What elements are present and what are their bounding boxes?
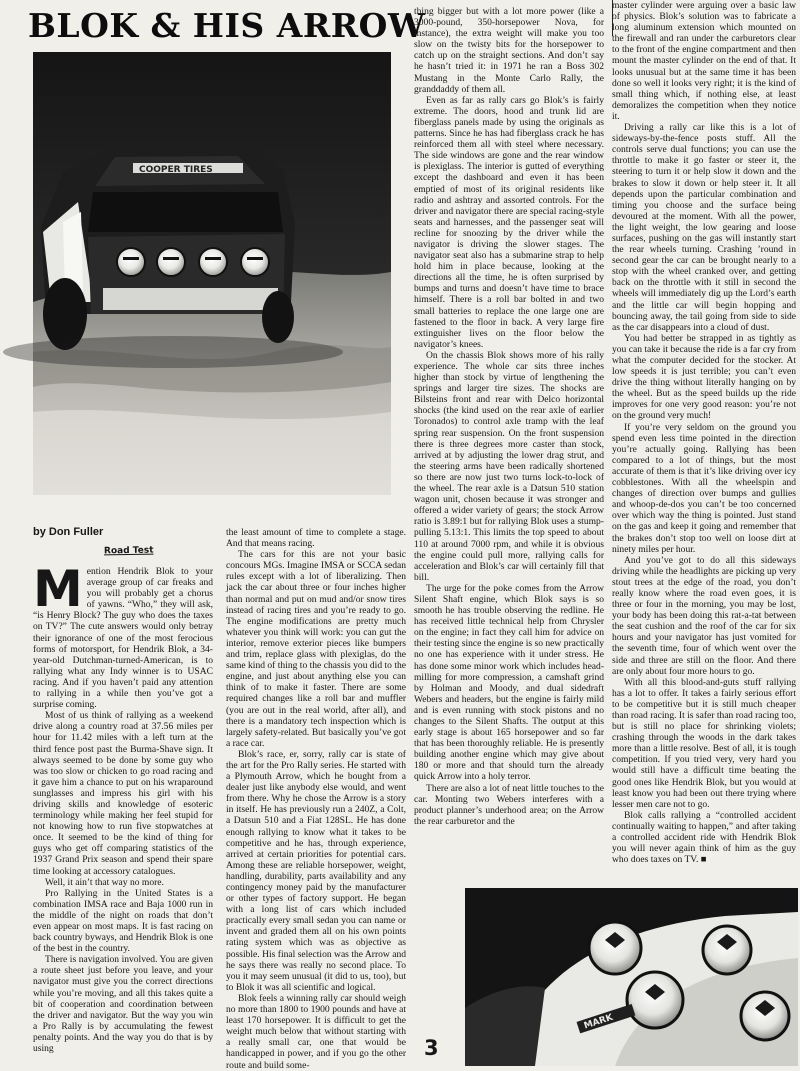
body-paragraph: The cars for this are not your basic concours MGs. Imagine IMSA or SCCA sedan rules except with a lot of liberalizing. Then jack the car about three or four inches higher than normal and put on mud and/or snow tires instead of racing tires and you’re ready to go. The engine modifications are pretty much whatever you think will work: you can gut the interior, remove exterior pieces like bumpers and trim, replace glass with plexiglas, do the same kind of thing to the chassis you did to the engine, and just about anything else you can think of to make it faster. There are some required changes like a roll bar and muffler (you are out in the real world, after all), and there is a mandatory tech inspection which is largely safety-related. But basically you’ve got a race car. <box>226 549 406 749</box>
article-column-2 <box>226 527 406 1071</box>
body-paragraph: The urge for the poke comes from the Arrow Silent Shaft engine, which Blok says is so smooth he has trouble observing the redline. He has received little technical help from Chrysler on the engine; in fact they call him for advice on their testing since the engine is so new practically no one has experience with it under stress. He has done some minor work which includes head-milling for more compression, a camshaft grind by Holman and Moody, and dual sidedraft Webers and headers, but the engine is fairly mild and is even running with stock pistons and no changes to the Silent Shafts. The output at this early stage is about 165 horsepower and so far that has been thoroughly reliable. He is presently building another engine which may give about 180 or more and that should turn the already quick Arrow into a holy terror. <box>414 582 604 783</box>
article-column-3 <box>414 6 604 846</box>
body-paragraph: Blok’s race, er, sorry, rally car is state of the art for the Pro Rally series. He started with a Plymouth Arrow, which he bought from a dealer just like anybody else would, and went from there. Why he chose the Arrow is a story in itself. He has previously run a 240Z, a Colt, a Datsun 510 and a Fiat 128SL. He has done enough rallying to know what it takes to be competitive and he has, through experience, arrived at certain priorities for potential cars. Among these are reliable horsepower, weight, handling, durability, parts availability and any contingency money paid by the manufacturer or other types of factory support. He began with a long list of cars which included practically every small sedan you can name or invent and graded them all on his own points rating system which was as objective as possible. His final selection was the Arrow and he says there was really no second place. To you it may seem unusual (it did to us, too), but to Blok it was all scientific and logical. <box>226 748 406 993</box>
article-column-4 <box>612 0 796 876</box>
body-paragraph: And you’ve got to do all this sideways driving while the headlights are picking up very stout trees at the edge of the road, you don’t really know where the road even goes, it is three or four in the morning, you may be lost, your body has been doing this rat-a-tat between the seat cushion and the roof of the car for six hours and your navigator has just vomited for the seventh time, four of which went over the side and three are still on the floor. And there are only about four more hours to go. <box>612 554 796 677</box>
body-paragraph: There is navigation involved. You are given a route sheet just before you leave, and your navigator must give you the correct directions while you’re moving, and all this takes quite a bit of cooperation and coordination between the driver and navigator. But the way you win a Pro Rally is by accumulating the fewest penalty points. And the way you do that is by using <box>33 954 213 1055</box>
body-paragraph: master cylinder were arguing over a basic law of physics. Blok’s solution was to fabricate a long aluminum extension which mounted on the firewall and ran under the carburetors clear to the front of the engine compartment and then mount the master cylinder on the end of that. It looks unusual but at the same time it has been done so well it looks very right; it is the kind of small thing which, if nothing else, at least demoralizes the competition when they notice it. <box>612 0 796 122</box>
body-paragraph: You had better be strapped in as tightly as you can take it because the ride is a far cry from what the computer decided for the stocker. At low speeds it is just terrible; you can’t even drive the thing without literally hanging on by the wheel. But as the speed builds up the ride improves for one very good reason: you’re not on the ground very much! <box>612 332 796 422</box>
body-paragraph: thing bigger but with a lot more power (like a 3000-pound, 350-horsepower Nova, for instance), the extra weight will make you too slow on the twisty bits for the horsepower to catch up on the straight sections. And don’t say he hasn’t tried it: in 1971 he ran a Boss 302 Mustang in the Monte Carlo Rally, the granddaddy of them all. <box>414 6 604 95</box>
body-paragraph: There are also a lot of neat little touches to the car. Monting two Webers interferes with a product planner’s underhood area; on the Arrow the rear carburetor and the <box>414 782 604 827</box>
body-paragraph: With all this blood-and-guts stuff rallying has a lot to offer. It takes a fairly serious effort to be competitive but it is still much cheaper than road racing. It is safer than road racing too, but is still no place for shrinking violets; crashing through the woods in the dark takes more than a little resolve. Best of all, it is tough competition. If you tried very, very hard you would still have a difficult time beating the good ones like Hendrik Blok, but you would at least know you had been out there trying where lesser men care not to go. <box>612 676 796 810</box>
body-paragraph: Pro Rallying in the United States is a combination IMSA race and Baja 1000 run in the middle of the night on roads that don’t even appear on most maps. It is fast racing on back country byways, and Hendrik Blok is one of the best in the country. <box>33 887 213 955</box>
article-column-1 <box>33 560 213 1062</box>
page-number: 3 <box>424 1036 439 1060</box>
rally-car-detail-photo-image <box>465 888 798 1066</box>
byline: by Don Fuller <box>33 526 104 538</box>
lead-paragraph <box>33 560 213 711</box>
car-panel-lettering: MARK <box>582 1012 615 1032</box>
drop-cap: M <box>33 560 83 618</box>
body-paragraph: Even as far as rally cars go Blok’s is fairly extreme. The doors, hood and trunk lid are fiberglass panels made by using the originals as patterns. Since he has had fiberglass crack he has reinforced them all with steel where necessary. The side windows are gone and the rear window is plexiglass. The interior is gutted of everything except the dashboard and even it has been emptied of most of its original residents like radio and ashtray and assorted controls. For the driver and navigator there are special racing-style seats and harnesses, and the passenger seat will recline for snoozing by the driver while the navigator is driving the slower stages. The navigator seat also has a submarine strap to help hold him in place because, looking at the directions all the time, he is often surprised by bumps and turns and doesn’t have time to brace himself. There is a roll bar bolted in and two small batteries to replace the one large one are fastened to the floor in back. A very large fire extinguisher lives on the floor below the navigator’s knees. <box>414 94 604 350</box>
rally-car-photo-image <box>33 52 391 495</box>
body-paragraph: Blok feels a winning rally car should weigh no more than 1800 to 1900 pounds and have at least 170 horsepower. It is difficult to get the weight much below that without starting with a really small car, one that would be handicapped in power, and if you go the other route and build some- <box>226 992 406 1071</box>
body-paragraph: Driving a rally car like this is a lot of sideways-by-the-fence posts stuff. All the controls serve dual functions; you can use the throttle to make it go faster or steer it, the steering to turn it or help slow it down and the brakes to slow it down or help steer it. It all depends upon the particular combination and timing you choose and the surface being devoured at the moment. With all the power, the light weight, the low gearing and loose surfaces, pushing on the gas will instantly start the rear wheels turning. Crashing ’round in second gear the car can be brought nearly to a stop with the wheel cranked over, and getting back on the throttle with it still in second the wheels will immediately dig up the Lord’s earth and the little car will begin hopping and bouncing away, the tail going from side to side as the car disappears into a cloud of dust. <box>612 122 796 333</box>
rally-car-photo <box>33 52 391 495</box>
article-title: BLOK & HIS ARROW <box>28 6 426 45</box>
body-paragraph: Well, it ain’t that way no more. <box>45 876 164 888</box>
rally-car-detail-photo <box>465 888 798 1066</box>
car-windshield-lettering: COOPER TIRES <box>139 165 213 175</box>
body-paragraph: the least amount of time to complete a stage. And that means racing. <box>226 527 406 550</box>
lead-paragraph-text: ention Hendrik Blok to your average group of car freaks and you will probably get a chorus of yawns. “Who,” they will ask, “is Henry Block? The guy who does the taxes on TV?” The cute answers would only betray their ignorance of one of the most ferocious forms of motorsport, for Hendrik Blok, a 34-year-old Dutchman-turned-American, is to rallying what any Indy winner is to USAC racing. And if you haven’t paid any attention to rallying in a while then you’ve got a surprise coming. <box>33 566 213 711</box>
body-paragraph: Most of us think of rallying as a weekend drive along a country road at 37.56 miles per hour for 11.42 miles with a left turn at the third fence post past the Burma-Shave sign. It always seemed to be done by some guy who was too slow or chicken to go road racing and it gave him a chance to put on his wraparound sunglasses and impress his girl with his driving skills and knowledge of esoteric terminology while making her feel stupid for not knowing how to run five stopwatches at once. It seemed to be the kind of thing for guys who get off comparing statistics of the 1937 Grand Prix season and spend their spare time looking at accessory catalogues. <box>33 710 213 877</box>
body-paragraph: Blok calls rallying a “controlled accident continually waiting to happen,” and after taking a controlled accident ride with Hendrik Blok you will never again think of him as the guy who does taxes on TV. ■ <box>612 809 796 866</box>
body-paragraph: On the chassis Blok shows more of his rally experience. The whole car sits three inches higher than stock by virtue of lengthening the springs and larger tire sizes. The shocks are Bilsteins front and rear with Delco horizontal shocks (the kind used on the rear axle of earlier Toronados) to control axle tramp with the leaf spring rear suspension. On the front suspension there is three degrees more caster than stock, arrived at by adjusting the lower drag strut, and the steering arms have been radically shortened so there are now just two turns lock-to-lock of the wheel. The rear axle is a Datsun 510 station wagon unit, chosen because it was stronger and offered a wider variety of gears; the stock Arrow ratio is 3.89:1 but for rallying Blok uses a stump-pulling 5.13:1. This limits the top speed to about 110 at around 7000 rpm, and while it is obvious the engine could pull more, rallying calls for acceleration and Blok’s car will certainly fill that bill. <box>414 349 604 583</box>
section-kicker: Road Test <box>103 545 154 557</box>
body-paragraph: If you’re very seldom on the ground you spend even less time pointed in the direction you’re actually going. Rallying has been compared to a lot of things, but the most accurate of them is that it’s like driving over icy cobblestones. With all the wheelspin and changes of direction over bumps and gullies and whoop-de-dos you can’t be too concerned over which way the thing is pointed. Just stand on the gas and keep it going and remember that the brakes don’t stop too well on loose dirt at ninety miles per hour. <box>612 421 796 555</box>
